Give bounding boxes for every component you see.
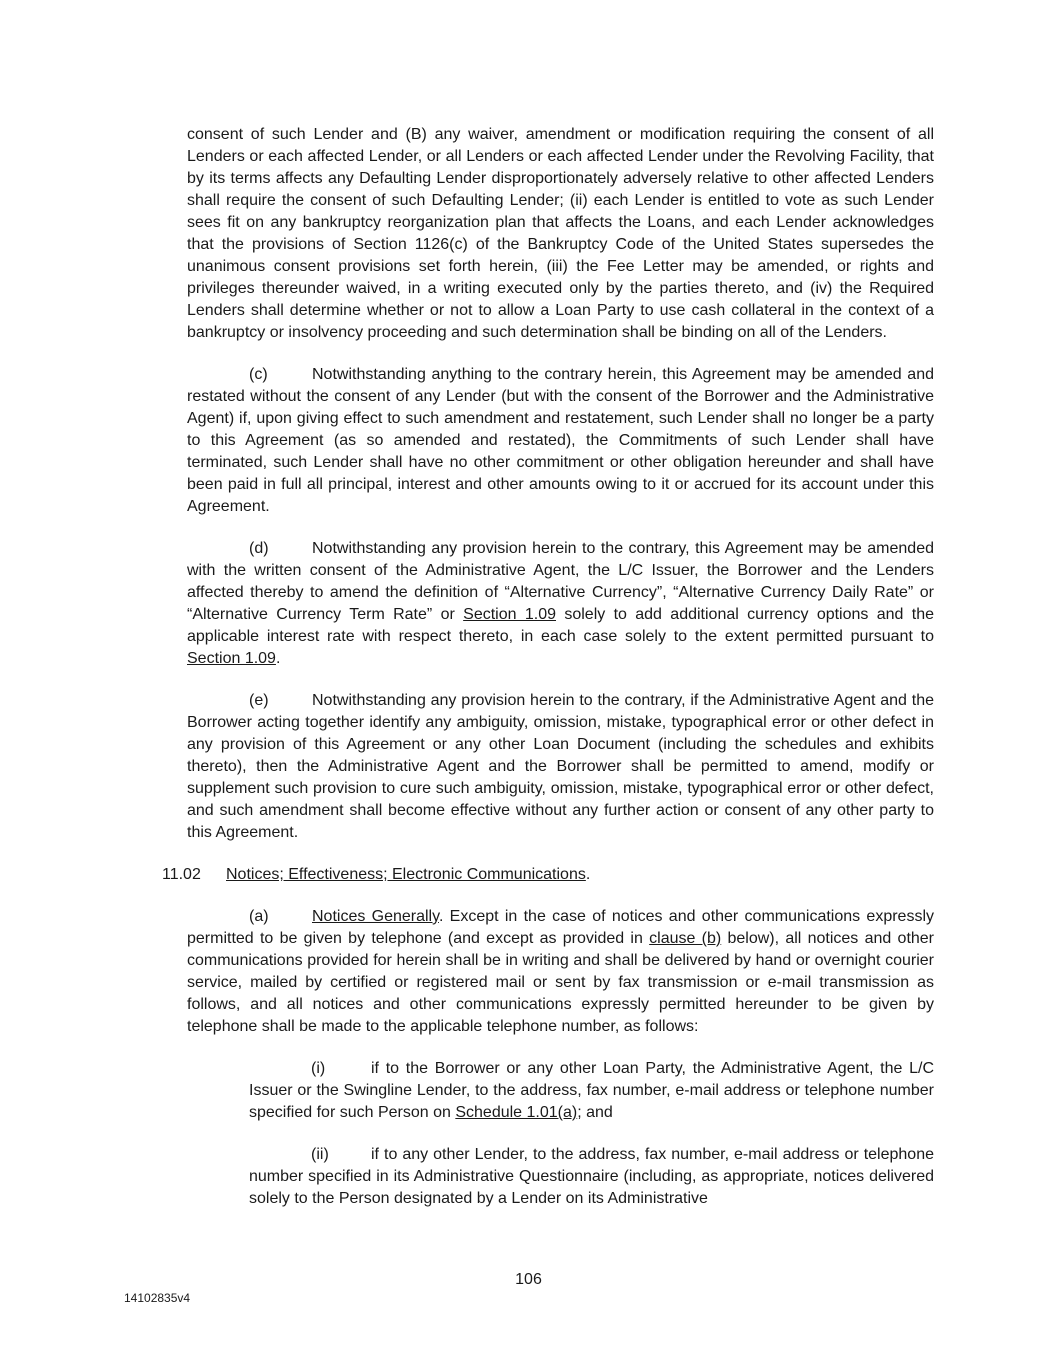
paragraph-notices-a [187, 906, 934, 1038]
clause-text-a-2: below), all notices and other communications provided for herein shall be in writing and shall be delivered by hand or overnight courier service, mailed by certified or registered mail or sent by fax transmission or e-mail transmission as follows, and all notices and other communications expressly permitted hereunder to be given by telephone shall be made to the applicable telephone number, as follows: [187, 930, 935, 1035]
document-id: 14102835v4 [124, 1291, 191, 1305]
section-title-suffix: . [585, 866, 591, 883]
clause-reference-link: clause (b) [649, 930, 722, 947]
paragraph-notices-ii [249, 1144, 934, 1210]
clause-text-c: Notwithstanding anything to the contrary herein, this Agreement may be amended and restated without the consent of any Lender (but with the consent of the Borrower and the Administrative Agent) if, upon giving effect to such amendment and restatement, such Lender shall no longer be a party to this Agreement (as so amended and restated), the Commitments of such Lender shall have terminated, such Lender shall have no other commitment or other obligation hereunder and shall have been paid in full all principal, interest and other amounts owing to it or accrued for its account under this Agreement. [187, 366, 934, 515]
clause-text-e: Notwithstanding any provision herein to the contrary, if the Administrative Agent and the Borrower acting together identify any ambiguity, omission, mistake, typographical error or other defect in any provision of this Agreement or any other Loan Document (including the schedules and exhibits thereto), then the Administrative Agent and the Borrower shall be permitted to amend, modify or supplement such provision to cure such ambiguity, omission, mistake, typographical error or other defect, and such amendment shall become effective without any further action or consent of any other party to this Agreement. [187, 692, 934, 841]
clause-text-i-2: ; and [577, 1104, 613, 1121]
clause-heading-a: Notices Generally [312, 908, 439, 925]
clause-label-a: (a) [249, 908, 269, 925]
schedule-reference-link: Schedule 1.01(a) [455, 1104, 578, 1121]
paragraph-d [187, 538, 934, 670]
clause-text-d-2: solely to add additional currency options and the applicable interest rate with respect thereto, in each case solely to the extent permitted pursuant to [187, 606, 935, 645]
document-body [162, 124, 935, 1230]
clause-text-i-1: if to the Borrower or any other Loan Party, the Administrative Agent, the L/C Issuer or the Swingline Lender, to the address, fax number, e-mail address or telephone number specified for such Person on [249, 1060, 934, 1121]
clause-text-a-1: . Except in the case of notices and other communications expressly permitted to be given by telephone (and except as provided in [187, 908, 935, 947]
section-title: Notices; Effectiveness; Electronic Communications [226, 866, 586, 883]
section-reference-link: Section 1.09 [187, 650, 276, 667]
section-number: 11.02 [162, 866, 201, 883]
section-heading [162, 864, 934, 886]
clause-label-i: (i) [311, 1060, 326, 1077]
clause-label-c: (c) [249, 366, 268, 383]
paragraph-e [187, 690, 934, 844]
paragraph-c [187, 364, 934, 518]
clause-text-d-1: Notwithstanding any provision herein to the contrary, this Agreement may be amended with the written consent of the Administrative Agent, the L/C Issuer, the Borrower and the Lenders affected thereby to amend the definition of “Alternative Currency”, “Alternative Currency Daily Rate” or “Alternative Currency Term Rate” or [187, 540, 934, 623]
clause-text-d-3: . [275, 650, 281, 667]
paragraph-notices-i [249, 1058, 934, 1124]
page-number: 106 [515, 1271, 542, 1288]
clause-text-ii: if to any other Lender, to the address, fax number, e-mail address or telephone number specified in its Administrative Questionnaire (including, as appropriate, notices delivered solely to the Person designated by a Lender on its Administrative [249, 1146, 934, 1207]
paragraph-continuation: consent of such Lender and (B) any waiver, amendment or modification requiring the consent of all Lenders or each affected Lender, or all Lenders or each affected Lender under the Revolving Facility, that by its terms affects any Defaulting Lender disproportionately adversely relative to other affected Lenders shall require the consent of such Defaulting Lender; (ii) each Lender is entitled to vote as such Lender sees fit on any bankruptcy reorganization plan that affects the Loans, and each Lender acknowledges that the provisions of Section 1126(c) of the Bankruptcy Code of the United States supersedes the unanimous consent provisions set forth herein, (iii) the Fee Letter may be amended, or rights and privileges thereunder waived, in a writing executed only by the parties thereto, and (iv) the Required Lenders shall determine whether or not to allow a Loan Party to use cash collateral in the context of a bankruptcy or insolvency proceeding and such determination shall be binding on all of the Lenders. [187, 126, 934, 341]
clause-label-ii: (ii) [311, 1146, 329, 1163]
clause-label-d: (d) [249, 540, 269, 557]
section-reference-link: Section 1.09 [463, 606, 556, 623]
clause-label-e: (e) [249, 692, 269, 709]
